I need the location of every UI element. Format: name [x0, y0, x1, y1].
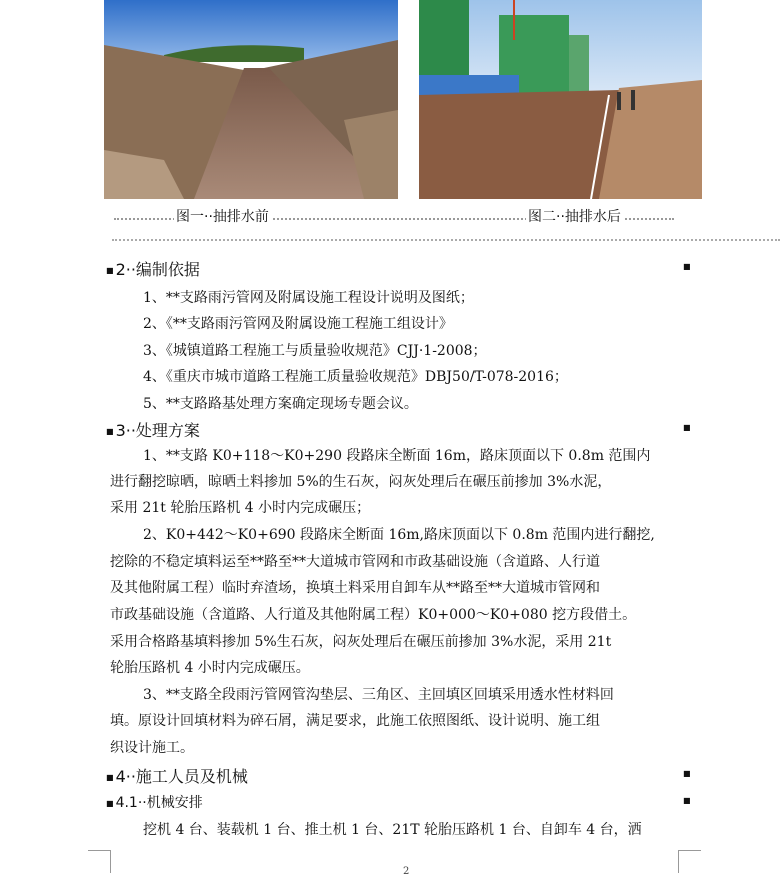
plan-p3-line-1: 3、**支路全段雨污管网管沟垫层、三角区、主回填区回填采用透水性材料回	[143, 687, 614, 703]
right-margin-marker: ■	[683, 423, 691, 432]
plan-p1-line-1: 1、**支路 K0+118～K0+290 段路床全断面 16m，路床顶面以下 0.8m 范围内	[143, 448, 651, 464]
section-4-heading: ■ 4··施工人员及机械	[106, 767, 248, 786]
plan-p1-line-2: 进行翻挖晾晒，晾晒土料掺加 5%的生石灰，闷灰处理后在碾压前掺加 3%水泥，	[110, 474, 612, 490]
section-2-heading: ■ 2··编制依据	[106, 260, 200, 279]
subsection-4-1-heading: ■ 4.1··机械安排	[106, 795, 203, 811]
plan-p2-line-2: 挖除的不稳定填料运至**路至**大道城市管网和市政基础设施（含道路、人行道	[110, 554, 600, 570]
right-margin-marker: ■	[683, 769, 691, 778]
page-corner-left	[88, 850, 111, 873]
basis-item-2: 2、《**支路雨污管网及附属设施工程施工组设计》	[143, 316, 453, 332]
plan-p2-line-6: 轮胎压路机 4 小时内完成碾压。	[110, 660, 310, 676]
bullet-marker: ■	[106, 798, 114, 808]
plan-p2-line-1: 2、K0+442～K0+690 段路床全断面 16m,路床顶面以下 0.8m 范围内进行翻挖,	[143, 527, 655, 543]
right-margin-marker: ■	[683, 262, 691, 271]
basis-item-3: 3、《城镇道路工程施工与质量验收规范》CJJ·1-2008；	[143, 343, 487, 359]
basis-item-4: 4、《重庆市城市道路工程施工质量验收规范》DBJ50/T-078-2016；	[143, 369, 568, 385]
plan-p2-line-4: 市政基础设施（含道路、人行道及其他附属工程）K0+000～K0+080 挖方段借土。	[110, 607, 637, 623]
section-3-heading: ■ 3··处理方案	[106, 421, 200, 440]
bullet-marker: ■	[106, 427, 114, 436]
basis-item-1: 1、**支路雨污管网及附属设施工程设计说明及图纸；	[143, 290, 474, 306]
photo-before-drainage	[104, 0, 398, 199]
machinery-line: 挖机 4 台、装载机 1 台、推土机 1 台、21T 轮胎压路机 1 台、自卸车 4 台，洒	[143, 822, 642, 838]
basis-item-5: 5、**支路路基处理方案确定现场专题会议。	[143, 396, 418, 412]
figure-2-caption: 图二··抽排水后	[526, 206, 623, 226]
bullet-marker: ■	[106, 266, 114, 275]
bullet-marker: ■	[106, 773, 114, 782]
section-separator	[112, 239, 780, 241]
figure-1-caption: 图一··抽排水前	[174, 206, 271, 226]
right-margin-marker: ■	[683, 796, 691, 805]
page-number: 2	[403, 866, 410, 877]
plan-p3-line-3: 织设计施工。	[110, 740, 194, 756]
plan-p1-line-3: 采用 21t 轮胎压路机 4 小时内完成碾压；	[110, 500, 371, 516]
plan-p2-line-3: 及其他附属工程）临时弃渣场，换填土料采用自卸车从**路至**大道城市管网和	[110, 580, 600, 596]
plan-p3-line-2: 填。原设计回填材料为碎石屑，满足要求，此施工依照图纸、设计说明、施工组	[110, 713, 600, 729]
figure-caption-row	[108, 206, 708, 226]
plan-p2-line-5: 采用合格路基填料掺加 5%生石灰，闷灰处理后在碾压前掺加 3%水泥，采用 21t	[110, 634, 612, 650]
photo-after-drainage	[419, 0, 702, 199]
page-corner-right	[678, 850, 701, 873]
